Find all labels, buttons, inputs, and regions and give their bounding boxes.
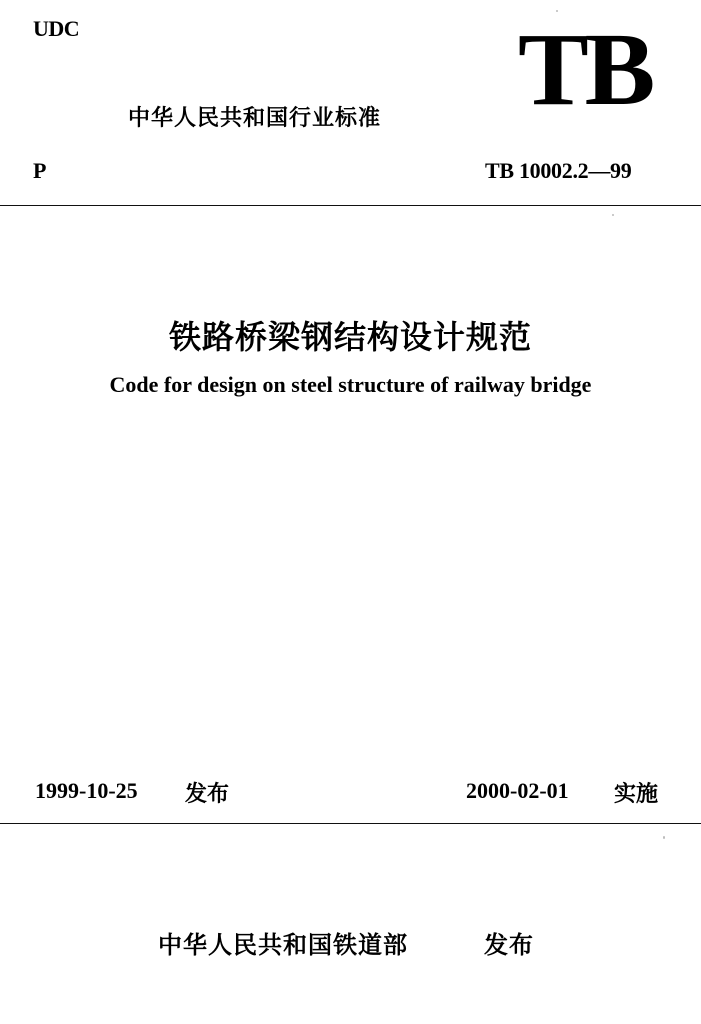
tb-logo: TB (518, 12, 652, 127)
industry-standard-heading: 中华人民共和国行业标准 (128, 106, 382, 131)
implementation-label: 实施 (614, 782, 659, 807)
issue-label: 发布 (185, 782, 230, 807)
implementation-date: 2000-02-01 (466, 778, 569, 803)
scan-speck (663, 836, 665, 839)
classification-code: P (33, 158, 47, 183)
document-title-english: Code for design on steel structure of railway bridge (109, 372, 592, 397)
bottom-divider (0, 823, 701, 824)
standard-number: TB 10002.2—99 (485, 158, 632, 183)
publisher-action: 发布 (484, 931, 534, 959)
udc-label: UDC (33, 16, 80, 41)
top-divider (0, 205, 701, 206)
issue-date: 1999-10-25 (35, 778, 138, 803)
document-title-chinese: 铁路桥梁钢结构设计规范 (168, 318, 532, 356)
scan-speck (612, 214, 614, 216)
publisher-name: 中华人民共和国铁道部 (158, 931, 408, 959)
scan-speck (556, 10, 558, 12)
